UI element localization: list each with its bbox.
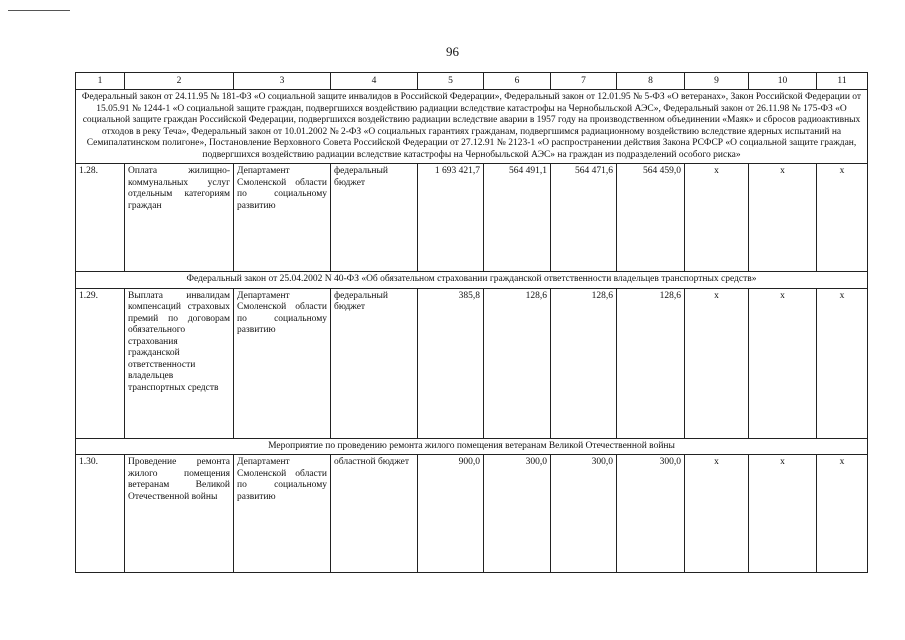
funding-source: федеральный бюджет [331,164,418,272]
funding-year-1: 128,6 [484,288,551,438]
cell-col-11: х [817,455,868,573]
funding-total: 1 693 421,7 [418,164,484,272]
column-header: 8 [617,73,685,90]
cell-col-10: х [749,164,817,272]
column-header: 5 [418,73,484,90]
row-number: 1.29. [76,288,125,438]
cell-col-9: х [685,164,749,272]
section-heading-row [76,90,868,164]
measure-name: Проведение ремонта жилого помещения ветеранам Великой Отечественной войны [125,455,234,573]
column-number-row [76,73,868,90]
table-row [76,288,868,438]
funding-year-3: 564 459,0 [617,164,685,272]
measure-name: Выплата инвалидам компенсаций страховых премий по договорам обязательного страхования гражданской ответственности владельцев транспортных средств [125,288,234,438]
column-header: 3 [234,73,331,90]
column-header: 9 [685,73,749,90]
section-heading: Федеральный закон от 25.04.2002 N 40-ФЗ «Об обязательном страховании гражданской ответственности владельцев транспортных средств» [76,272,868,289]
column-header: 2 [125,73,234,90]
funding-year-1: 564 491,1 [484,164,551,272]
cell-col-11: х [817,164,868,272]
page-number: 96 [446,44,459,59]
table-row [76,455,868,573]
executor: Департамент Смоленской области по социальному развитию [234,455,331,573]
funding-year-1: 300,0 [484,455,551,573]
cell-col-9: х [685,288,749,438]
row-number: 1.30. [76,455,125,573]
section-heading-row [76,438,868,455]
table-row [76,164,868,272]
column-header: 4 [331,73,418,90]
funding-year-3: 300,0 [617,455,685,573]
section-heading: Федеральный закон от 24.11.95 № 181-ФЗ «О социальной защите инвалидов в Российской Федерации», Федеральный закон от 12.01.95 № 5-ФЗ «О ветеранах», Закон Российской Федерации от 15.05.91 № 1244-1 «О социальной защите граждан, подвергшихся воздействию радиации вследствие катастрофы на Чернобыльской АЭС», Федеральный закон от 26.11.98 № 175-ФЗ «О социальной защите граждан Российской Федерации, подвергшихся воздействию радиации вследствие аварии в 1957 году на производственном объединении «Маяк» и сбросов радиоактивных отходов в реку Теча», Федеральный закон от 10.01.2002 № 2-ФЗ «О социальных гарантиях гражданам, подвергшимся радиационному воздействию вследствие ядерных испытаний на Семипалатинском полигоне», Постановление Верховного Совета Российской Федерации от 27.12.91 № 2123-1 «О распространении действия Закона РСФСР «О социальной защите граждан, подвергшихся воздействию радиации вследствие катастрофы на Чернобыльской АЭС» на граждан из подразделений особого риска» [76,90,868,164]
section-heading: Мероприятие по проведению ремонта жилого помещения ветеранам Великой Отечественной войны [76,438,868,455]
executor: Департамент Смоленской области по социальному развитию [234,164,331,272]
funding-year-2: 564 471,6 [551,164,617,272]
funding-total: 900,0 [418,455,484,573]
funding-year-3: 128,6 [617,288,685,438]
section-heading-row [76,272,868,289]
program-table [75,72,868,573]
cell-col-10: х [749,455,817,573]
funding-total: 385,8 [418,288,484,438]
column-header: 7 [551,73,617,90]
funding-year-2: 128,6 [551,288,617,438]
header-rule [8,10,70,11]
cell-col-9: х [685,455,749,573]
column-header: 11 [817,73,868,90]
measure-name: Оплата жилищно-коммунальных услуг отдельным категориям граждан [125,164,234,272]
row-number: 1.28. [76,164,125,272]
cell-col-11: х [817,288,868,438]
funding-year-2: 300,0 [551,455,617,573]
funding-source: областной бюджет [331,455,418,573]
column-header: 6 [484,73,551,90]
cell-col-10: х [749,288,817,438]
column-header: 10 [749,73,817,90]
executor: Департамент Смоленской области по социальному развитию [234,288,331,438]
column-header: 1 [76,73,125,90]
funding-source: федеральный бюджет [331,288,418,438]
